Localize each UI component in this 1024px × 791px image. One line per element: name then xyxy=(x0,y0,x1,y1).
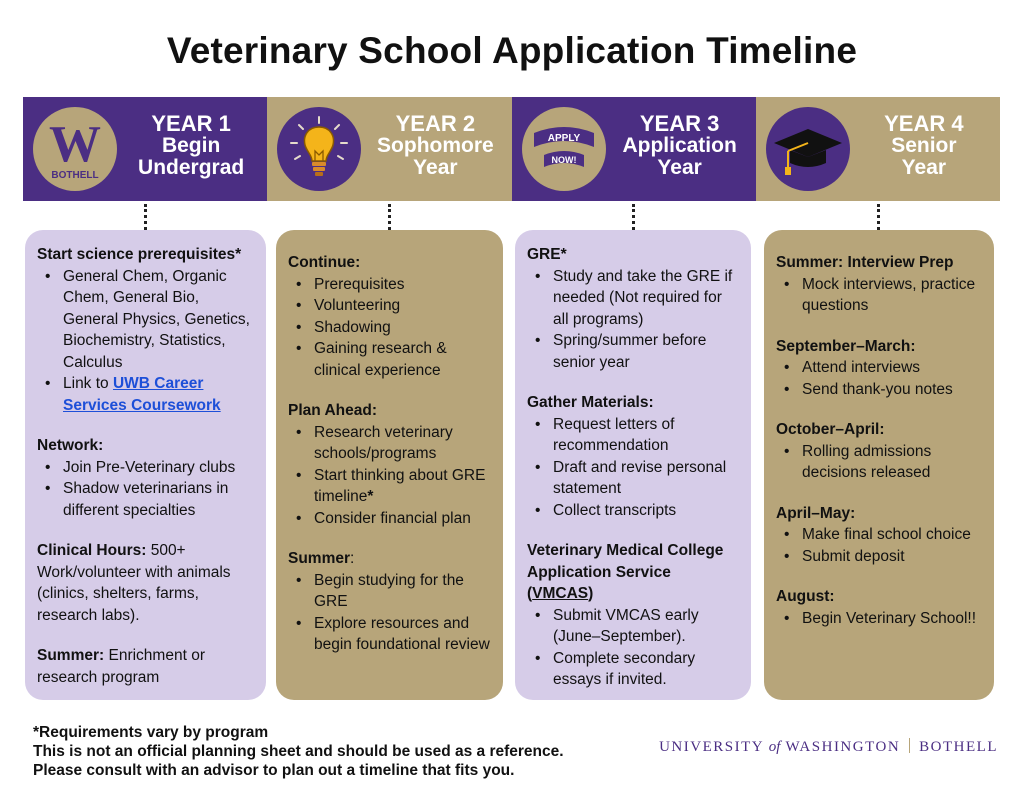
list-item: • Explore resources and begin foundational review xyxy=(292,613,493,656)
section-heading: September–March: xyxy=(776,337,916,355)
year-2-label xyxy=(365,113,505,179)
list-item: • Shadow veterinarians in different specialties xyxy=(41,478,256,521)
section-heading: October–April: xyxy=(776,421,885,438)
year-subtitle-line2: Year xyxy=(657,156,702,179)
year-2-header xyxy=(267,97,511,201)
year-number: YEAR 4 xyxy=(884,111,964,136)
footnote-line: This is not an official planning sheet and should be used as a reference. xyxy=(33,743,564,760)
lightbulb-icon xyxy=(277,107,361,191)
year-subtitle-line2: Year xyxy=(901,156,947,179)
year-4-label xyxy=(854,113,994,179)
year-subtitle-line1: Application xyxy=(622,134,737,157)
section-august xyxy=(776,586,984,629)
footnote xyxy=(33,723,564,780)
logo-letter: W xyxy=(49,116,101,173)
list-item: • Complete secondary essays if invited. xyxy=(531,648,741,691)
section-heading: Network: xyxy=(37,437,104,454)
section-october-april xyxy=(776,419,984,484)
connector-dots xyxy=(144,204,148,230)
list-item: • Send thank-you notes xyxy=(780,379,984,401)
list-item: • Consider financial plan xyxy=(292,508,493,530)
university-wordmark: UNIVERSITY of WASHINGTON BOTHELL xyxy=(659,739,998,755)
section-text: Enrichment or research program xyxy=(37,647,205,686)
section-heading: Continue: xyxy=(288,254,361,271)
list-item: • Begin studying for the GRE xyxy=(292,570,493,613)
list-item: • Spring/summer before senior year xyxy=(531,330,741,373)
list-item: • Gaining research & clinical experience xyxy=(292,338,493,381)
section-network xyxy=(37,435,256,521)
apply-now-banner-icon xyxy=(522,107,606,191)
year-4-details xyxy=(764,230,994,700)
section-heading: Summer: Interview Prep xyxy=(776,254,954,271)
page-title: Veterinary School Application Timeline xyxy=(166,30,858,71)
list-item: • Make final school choice xyxy=(780,524,984,546)
year-header-band xyxy=(23,97,1000,201)
year-3-label xyxy=(610,113,750,179)
year-subtitle-line1: Begin xyxy=(161,134,221,157)
connector-dots xyxy=(632,204,636,230)
year-number: YEAR 3 xyxy=(639,111,720,136)
list-item: • Prerequisites xyxy=(292,274,493,296)
connector-dots xyxy=(388,204,392,230)
list-item: • Link to UWB Career Services Coursework xyxy=(41,373,256,416)
year-subtitle-line2: Year xyxy=(413,156,458,179)
section-heading: August: xyxy=(776,588,835,605)
section-summer xyxy=(37,645,256,688)
list-item: • Submit deposit xyxy=(780,546,984,568)
list-item: • Rolling admissions decisions released xyxy=(780,441,984,484)
list-item: • Submit VMCAS early (June–September). xyxy=(531,605,741,648)
year-1-details xyxy=(25,230,266,700)
section-heading: Veterinary Medical College Application Service (VMCAS) xyxy=(527,542,724,602)
year-3-details xyxy=(515,230,751,700)
year-subtitle-line1: Sophomore xyxy=(377,134,494,157)
section-heading: April–May: xyxy=(776,504,856,522)
section-summer: Summer: • Begin studying for the GRE • Explore resources and begin foundational review xyxy=(288,548,493,656)
footnote-line: *Requirements vary by program xyxy=(33,724,269,741)
year-4-header xyxy=(756,97,1000,201)
year-subtitle-line1: Senior xyxy=(891,134,957,157)
logo-word: BOTHELL xyxy=(51,170,99,181)
connector-dots xyxy=(877,204,881,230)
graduation-cap-icon xyxy=(766,107,850,191)
year-1-header xyxy=(23,97,267,201)
year-number: YEAR 1 xyxy=(151,111,231,136)
list-item: • Request letters of recommendation xyxy=(531,414,741,457)
list-item: • Join Pre-Veterinary clubs xyxy=(41,457,256,479)
list-item: • Mock interviews, practice questions xyxy=(780,274,984,317)
section-vmcas xyxy=(527,540,741,691)
section-heading: Start science prerequisites* xyxy=(37,246,242,263)
year-3-header xyxy=(512,97,756,201)
section-gather-materials xyxy=(527,392,741,521)
banner-top-text: APPLY xyxy=(547,133,580,144)
list-item: • Study and take the GRE if needed (Not required for all programs) xyxy=(531,266,741,331)
list-item: • Collect transcripts xyxy=(531,500,741,522)
section-heading: Gather Materials: xyxy=(527,394,654,411)
section-heading: Plan Ahead: xyxy=(288,402,377,419)
year-2-details xyxy=(276,230,503,700)
list-item: • Draft and revise personal statement xyxy=(531,457,741,500)
banner-bottom-text: NOW! xyxy=(551,155,576,165)
uw-bothell-logo-icon xyxy=(33,107,117,191)
section-continue xyxy=(288,252,493,381)
footnote-line: Please consult with an advisor to plan out a timeline that fits you. xyxy=(33,762,515,779)
career-services-link[interactable]: UWB Career Services Coursework xyxy=(63,375,221,414)
section-gre xyxy=(527,244,741,373)
list-item: • Begin Veterinary School!! xyxy=(780,608,984,630)
vmcas-abbrev: VMCAS xyxy=(532,585,589,602)
section-plan-ahead xyxy=(288,400,493,529)
section-heading: GRE* xyxy=(527,246,567,263)
section-interview-prep xyxy=(776,252,984,317)
section-prerequisites xyxy=(37,244,256,416)
section-clinical-hours xyxy=(37,540,256,626)
year-1-label xyxy=(121,113,261,179)
list-item: • Start thinking about GRE timeline* xyxy=(292,465,493,508)
year-number: YEAR 2 xyxy=(395,111,476,136)
year-subtitle-line2: Undergrad xyxy=(138,156,245,179)
section-april-may xyxy=(776,503,984,568)
list-item: • General Chem, Organic Chem, General Bio, General Physics, Genetics, Biochemistry, Statistics, Calculus xyxy=(41,266,256,374)
list-item: • Research veterinary schools/programs xyxy=(292,422,493,465)
list-item: • Volunteering xyxy=(292,295,493,317)
section-heading: Summer: xyxy=(37,647,105,664)
section-heading: Summer xyxy=(288,550,351,567)
section-text: 500+ Work/volunteer with animals (clinics, shelters, farms, research labs). xyxy=(37,542,231,624)
section-september-march xyxy=(776,336,984,401)
list-item: • Shadowing xyxy=(292,317,493,339)
section-heading: Clinical Hours: xyxy=(37,542,147,559)
list-item: • Attend interviews xyxy=(780,357,984,379)
